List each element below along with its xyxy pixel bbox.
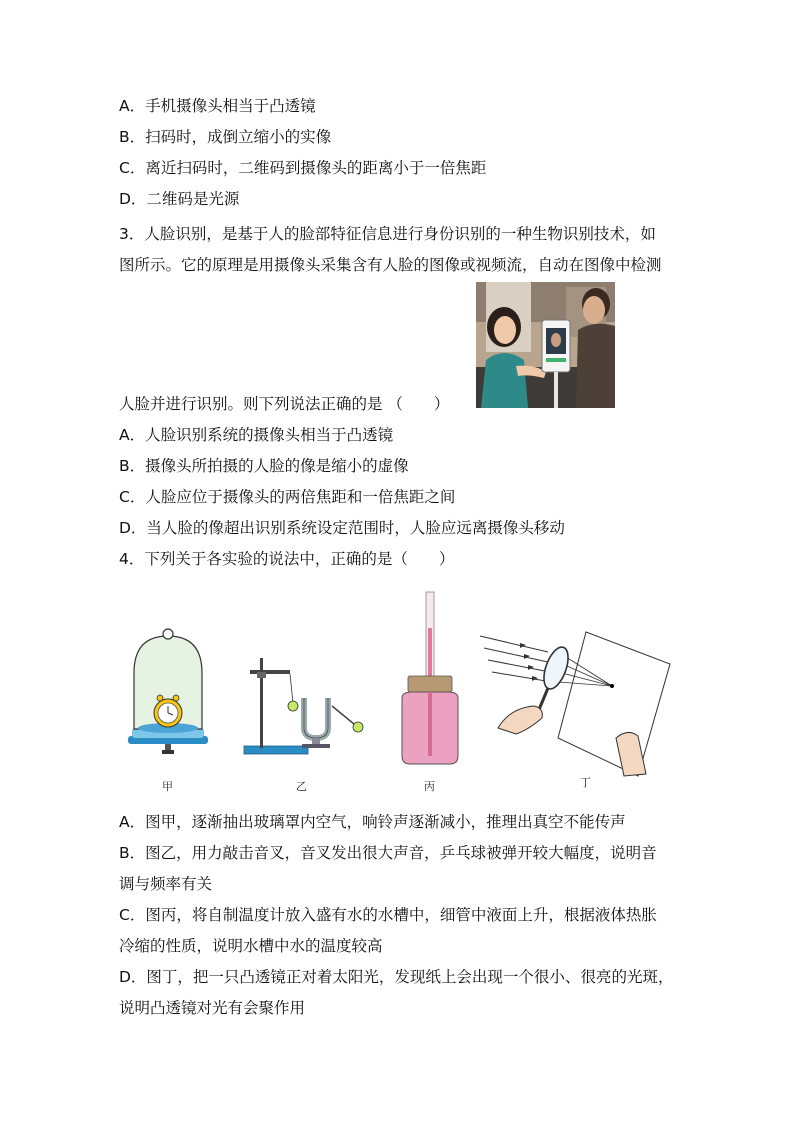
experiment-figures xyxy=(118,588,678,798)
tuning-fork-figure xyxy=(244,658,363,754)
q4-option-b-line2: 调与频率有关 xyxy=(119,875,213,893)
q2-option-c: C．离近扫码时，二维码到摄像头的距离小于一倍焦距 xyxy=(119,159,487,177)
q4-option-c-line2: 冷缩的性质，说明水槽中水的温度较高 xyxy=(119,937,383,955)
caption-yi: 乙 xyxy=(296,780,307,793)
q3-option-b: B．摄像头所拍摄的人脸的像是缩小的虚像 xyxy=(119,457,409,475)
thermometer-bottle-figure xyxy=(402,592,458,764)
q3-stem-line1: 3．人脸识别，是基于人的脸部特征信息进行身份识别的一种生物识别技术，如 xyxy=(119,225,656,243)
q2-option-a: A．手机摄像头相当于凸透镜 xyxy=(119,97,316,115)
caption-jia: 甲 xyxy=(162,780,173,793)
q4-option-b-line1: B．图乙，用力敲击音叉，音叉发出很大声音，乒乓球被弹开较大幅度，说明音 xyxy=(119,844,657,862)
q4-option-d-line2: 说明凸透镜对光有会聚作用 xyxy=(119,999,306,1017)
q2-option-d: D．二维码是光源 xyxy=(119,190,240,208)
q4-option-c-line1: C．图丙，将自制温度计放入盛有水的水槽中，细管中液面上升，根据液体热胀 xyxy=(119,906,657,924)
q2-option-b: B．扫码时，成倒立缩小的实像 xyxy=(119,128,332,146)
q4-option-a: A．图甲，逐渐抽出玻璃罩内空气，响铃声逐渐减小，推理出真空不能传声 xyxy=(119,813,626,831)
face-recognition-photo xyxy=(476,282,615,408)
q3-stem-line2: 图所示。它的原理是用摄像头采集含有人脸的图像或视频流，自动在图像中检测 xyxy=(119,256,662,274)
caption-ding: 丁 xyxy=(580,776,591,789)
convex-lens-figure xyxy=(480,632,670,776)
q3-option-a: A．人脸识别系统的摄像头相当于凸透镜 xyxy=(119,426,394,444)
q4-stem: 4．下列关于各实验的说法中，正确的是（ ） xyxy=(119,550,455,568)
q4-option-d-line1: D．图丁，把一只凸透镜正对着太阳光，发现纸上会出现一个很小、很亮的光斑， xyxy=(119,968,674,986)
q3-stem-line3: 人脸并进行识别。则下列说法正确的是 （ ） xyxy=(119,395,450,413)
q3-option-d: D．当人脸的像超出识别系统设定范围时，人脸应远离摄像头移动 xyxy=(119,519,565,537)
caption-bing: 丙 xyxy=(424,780,435,793)
q3-option-c: C．人脸应位于摄像头的两倍焦距和一倍焦距之间 xyxy=(119,488,456,506)
bell-jar-figure xyxy=(128,629,208,754)
